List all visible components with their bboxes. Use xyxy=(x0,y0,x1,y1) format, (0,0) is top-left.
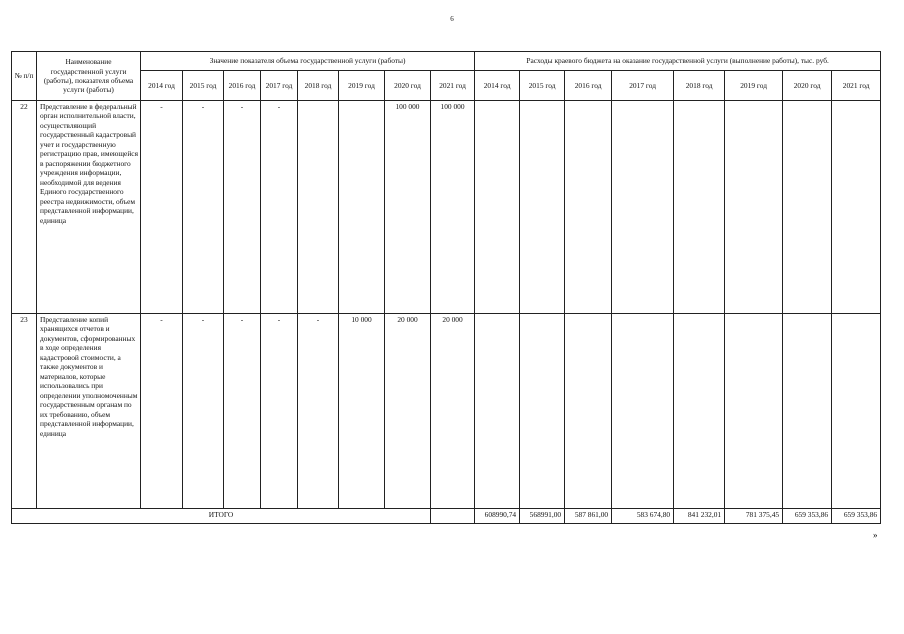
header-volume-year: 2020 год xyxy=(385,71,431,101)
total-expense-cell: 568991,00 xyxy=(520,509,565,524)
total-expense-cell: 659 353,86 xyxy=(832,509,881,524)
volume-cell: 10 000 xyxy=(339,314,385,509)
total-label: ИТОГО xyxy=(12,509,431,524)
volume-cell: 100 000 xyxy=(431,101,475,314)
total-expense-cell: 781 375,45 xyxy=(725,509,783,524)
header-volume-year: 2014 год xyxy=(141,71,183,101)
volume-cell: 100 000 xyxy=(385,101,431,314)
expense-cell xyxy=(520,101,565,314)
header-expense-year: 2017 год xyxy=(612,71,674,101)
header-expense-year: 2015 год xyxy=(520,71,565,101)
total-expense-cell: 587 861,00 xyxy=(565,509,612,524)
volume-cell: - xyxy=(183,101,224,314)
row-number: 23 xyxy=(12,314,37,509)
row-number: 22 xyxy=(12,101,37,314)
volume-cell: - xyxy=(141,314,183,509)
page-number: 6 xyxy=(450,15,454,23)
volume-cell: - xyxy=(224,314,261,509)
total-row xyxy=(12,509,881,524)
volume-cell: - xyxy=(183,314,224,509)
expense-cell xyxy=(832,314,881,509)
header-volume-year: 2019 год xyxy=(339,71,385,101)
expense-cell xyxy=(565,101,612,314)
table-row xyxy=(12,101,881,314)
header-volume-year: 2018 год xyxy=(298,71,339,101)
expense-cell xyxy=(725,314,783,509)
volume-cell: 20 000 xyxy=(385,314,431,509)
header-volume-group: Значение показателя объема государственной услуги (работы) xyxy=(141,52,475,71)
expense-cell xyxy=(475,314,520,509)
volume-cell: - xyxy=(298,314,339,509)
row-name: Представление копий хранящихся отчетов и документов, сформированных в ходе определения кадастровой стоимости, а также документов и материалов, которые использовались при определении уполномоченным государственным органам по их требованию, объем представленной информации, единица xyxy=(37,314,141,509)
header-volume-year: 2016 год xyxy=(224,71,261,101)
header-expense-year: 2019 год xyxy=(725,71,783,101)
total-expense-cell: 583 674,80 xyxy=(612,509,674,524)
header-row-years xyxy=(12,71,881,101)
volume-cell: - xyxy=(224,101,261,314)
total-expense-cell: 608990,74 xyxy=(475,509,520,524)
expense-cell xyxy=(565,314,612,509)
total-expense-cell: 841 232,01 xyxy=(674,509,725,524)
total-expense-cell: 659 353,86 xyxy=(783,509,832,524)
expense-cell xyxy=(674,101,725,314)
header-expense-year: 2018 год xyxy=(674,71,725,101)
budget-table xyxy=(11,51,881,524)
header-volume-year: 2015 год xyxy=(183,71,224,101)
total-empty-cell xyxy=(431,509,475,524)
expense-cell xyxy=(725,101,783,314)
expense-cell xyxy=(475,101,520,314)
expense-cell xyxy=(612,314,674,509)
volume-cell: - xyxy=(261,101,298,314)
continuation-mark: » xyxy=(873,530,878,540)
header-expense-year: 2014 год xyxy=(475,71,520,101)
row-name: Представление в федеральный орган исполнительной власти, осуществляющий государственный кадастровый учет и государственную регистрацию прав, имеющейся в распоряжении бюджетного учреждения информации, необходимой для ведения Единого государственного реестра недвижимости, объем представленной информации, единица xyxy=(37,101,141,314)
volume-cell xyxy=(339,101,385,314)
header-row-groups xyxy=(12,52,881,71)
expense-cell xyxy=(832,101,881,314)
volume-cell: 20 000 xyxy=(431,314,475,509)
header-expense-year: 2020 год xyxy=(783,71,832,101)
expense-cell xyxy=(783,101,832,314)
header-volume-year: 2017 год xyxy=(261,71,298,101)
header-name: Наименование государственной услуги (работы), показателя объема услуги (работы) xyxy=(37,52,141,101)
header-expense-year: 2021 год xyxy=(832,71,881,101)
header-expense-year: 2016 год xyxy=(565,71,612,101)
header-expense-group: Расходы краевого бюджета на оказание государственной услуги (выполнение работы), тыс. руб. xyxy=(475,52,881,71)
header-no: № п/п xyxy=(12,52,37,101)
table-row xyxy=(12,314,881,509)
volume-cell: - xyxy=(141,101,183,314)
expense-cell xyxy=(783,314,832,509)
expense-cell xyxy=(520,314,565,509)
expense-cell xyxy=(674,314,725,509)
volume-cell xyxy=(298,101,339,314)
expense-cell xyxy=(612,101,674,314)
header-volume-year: 2021 год xyxy=(431,71,475,101)
volume-cell: - xyxy=(261,314,298,509)
